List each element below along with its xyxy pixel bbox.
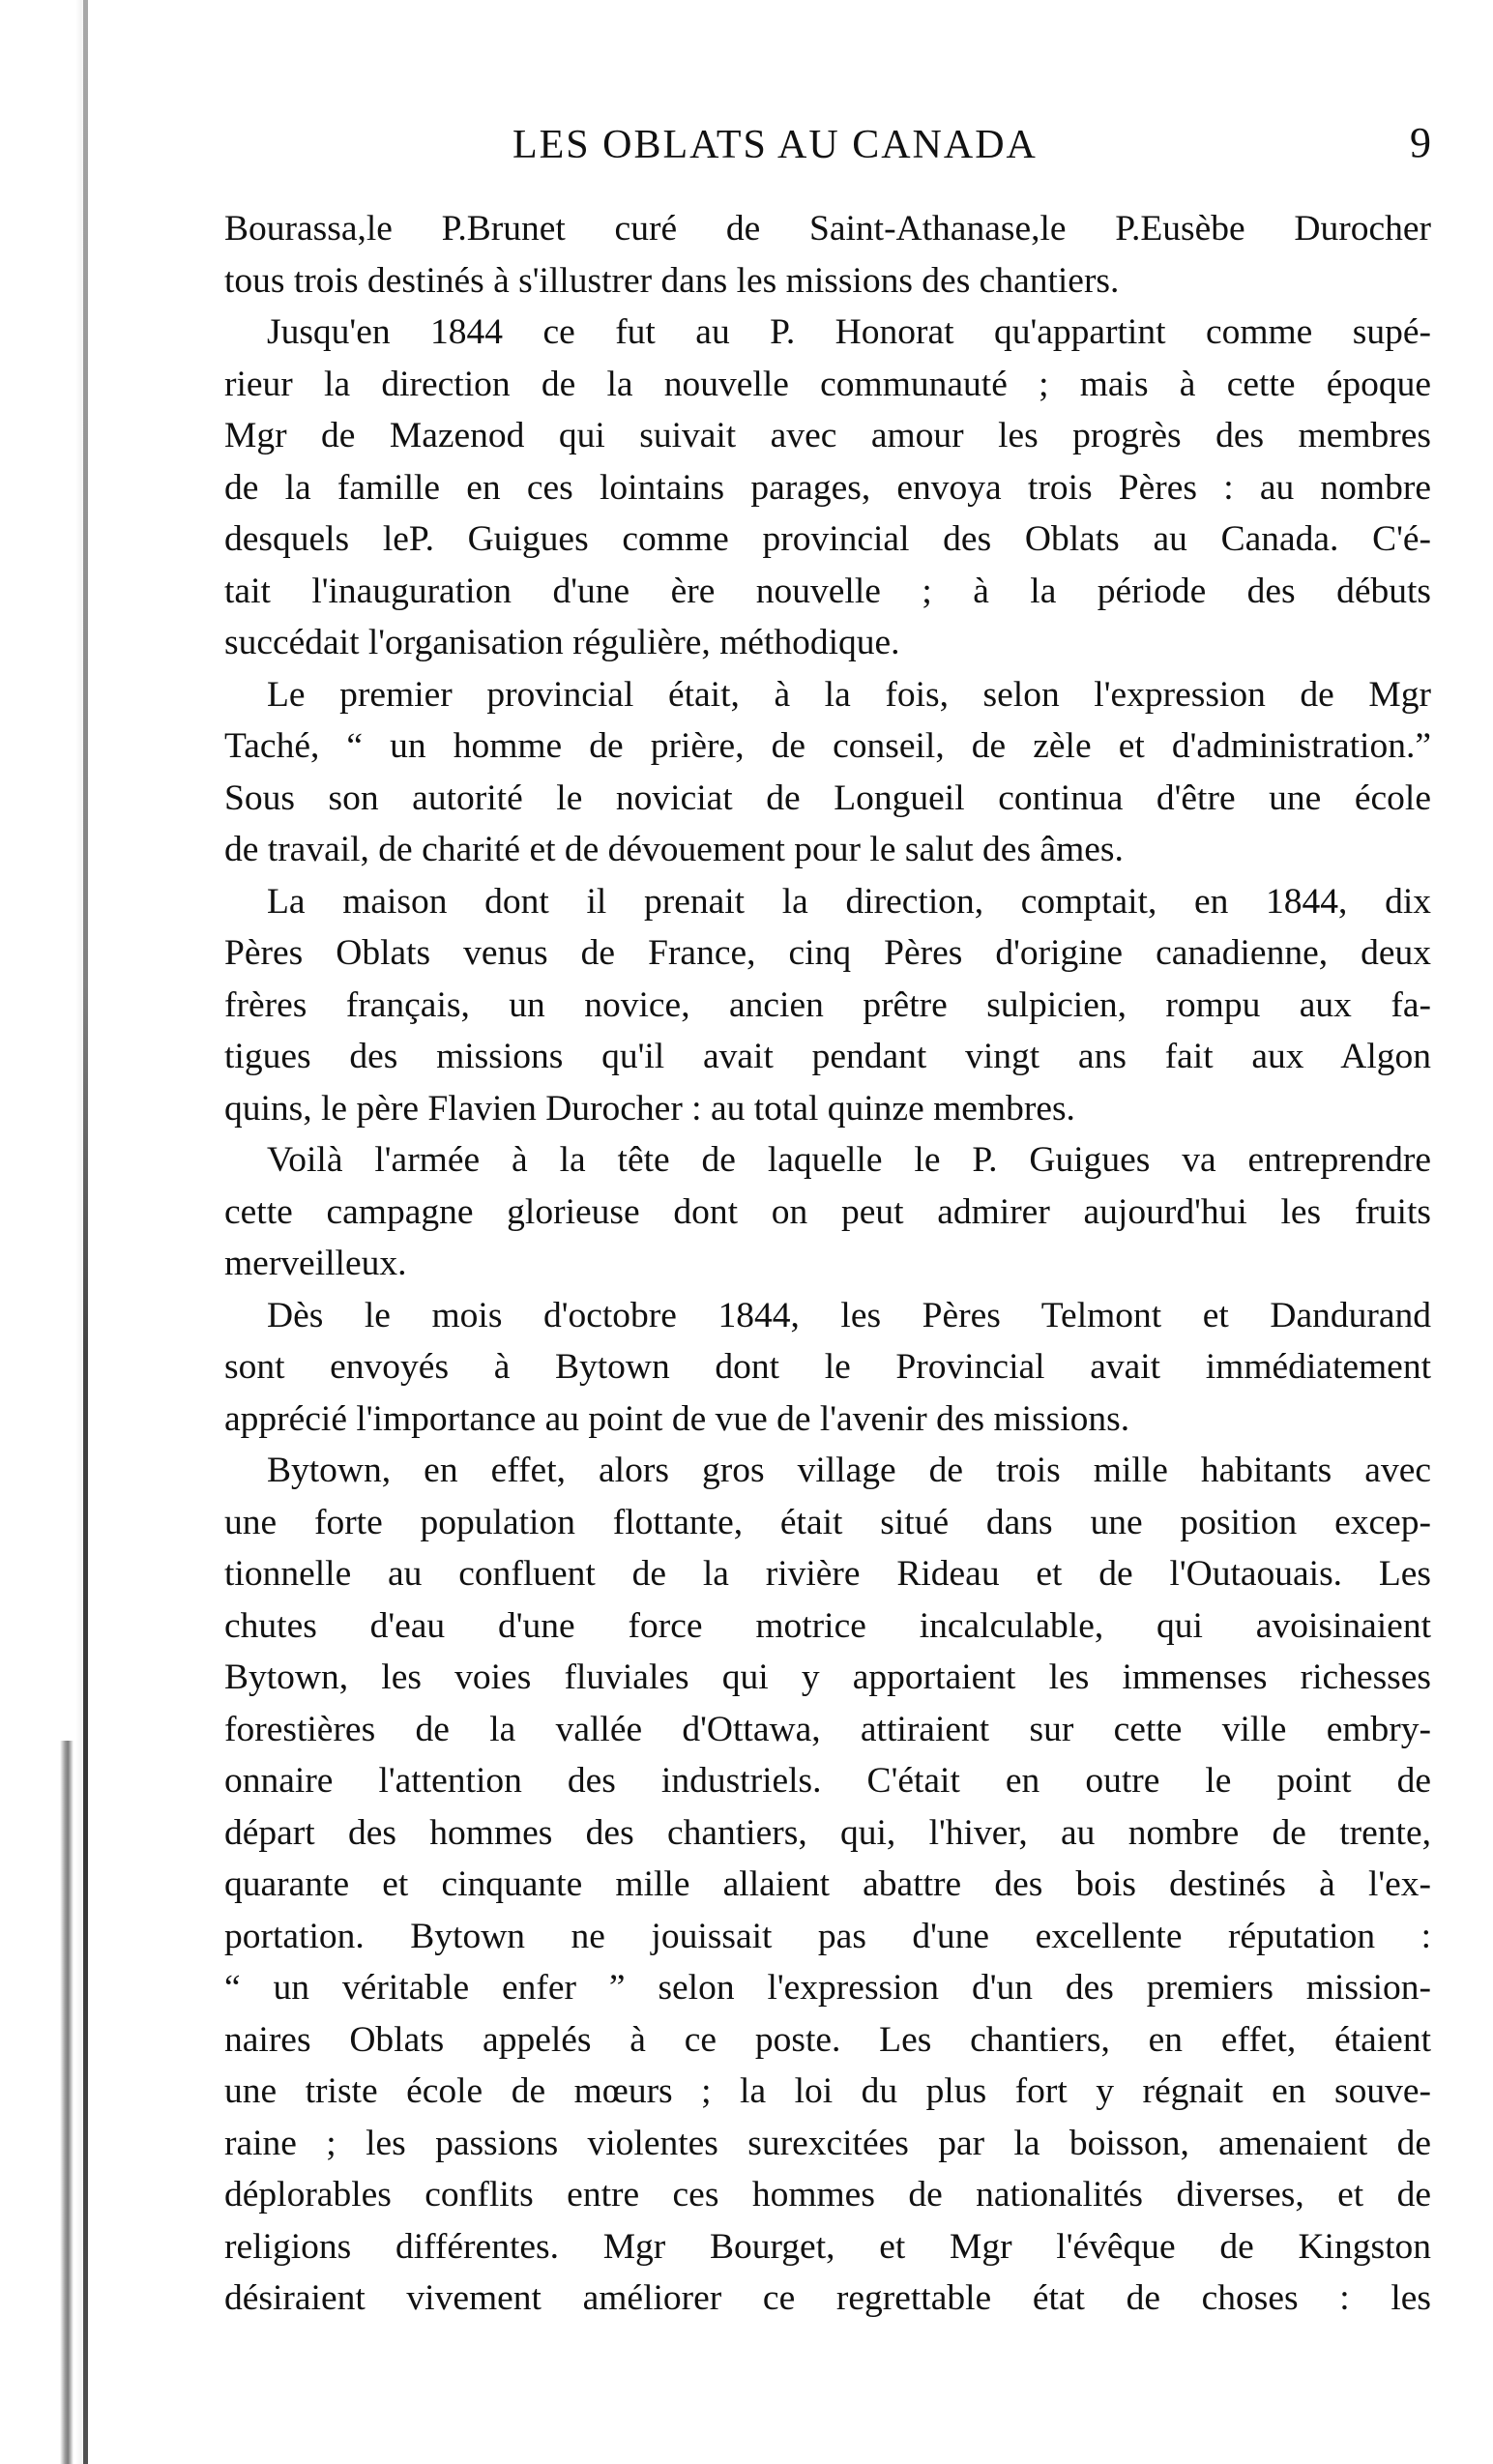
text-line: Taché, “ un homme de prière, de conseil, de zèle et d'administration.”	[224, 726, 1431, 766]
text-line: rieur la direction de la nouvelle communauté ; mais à cette époque	[224, 364, 1431, 404]
text-line: tigues des missions qu'il avait pendant vingt ans fait aux Algon	[224, 1037, 1431, 1076]
book-gutter	[0, 0, 106, 2464]
text-line: “ un véritable enfer ” selon l'expression d'un des premiers mission-	[224, 1968, 1431, 2008]
text-line: apprécié l'importance au point de vue de l'avenir des missions.	[224, 1398, 1130, 1439]
text-line: quarante et cinquante mille allaient abattre des bois destinés à l'ex-	[224, 1864, 1431, 1904]
binding-shadow-lower	[60, 1741, 73, 2464]
text-line: frères français, un novice, ancien prêtre sulpicien, rompu aux fa-	[224, 984, 1431, 1025]
text-line: chutes d'eau d'une force motrice incalculable, qui avoisinaient	[224, 1605, 1431, 1646]
text-line: Bourassa,le P.Brunet curé de Saint-Athanase,le P.Eusèbe Durocher	[224, 209, 1431, 249]
text-line: merveilleux.	[224, 1244, 407, 1283]
text-line: déplorables conflits entre ces hommes de nationalités diverses, et de	[224, 2175, 1431, 2215]
text-line: tait l'inauguration d'une ère nouvelle ; à la période des débuts	[224, 571, 1431, 611]
text-line: sont envoyés à Bytown dont le Provincial avait immédiatement	[224, 1347, 1431, 1387]
text-line: desquels leP. Guigues comme provincial des Oblats au Canada. C'é-	[224, 519, 1431, 559]
text-line: une forte population flottante, était situé dans une position excep-	[224, 1502, 1431, 1542]
page-number: 9	[1410, 119, 1431, 166]
text-line: désiraient vivement améliorer ce regrettable état de choses : les	[224, 2278, 1431, 2318]
text-line: Pères Oblats venus de France, cinq Pères d'origine canadienne, deux	[224, 933, 1431, 973]
text-line: de travail, de charité et de dévouement pour le salut des âmes.	[224, 830, 1124, 869]
text-line: Sous son autorité le noviciat de Longueil continua d'être une école	[224, 777, 1431, 818]
text-line: une triste école de mœurs ; la loi du plus fort y régnait en souve-	[224, 2071, 1431, 2111]
text-line: départ des hommes des chantiers, qui, l'hiver, au nombre de trente,	[224, 1812, 1431, 1853]
text-line: Bytown, en effet, alors gros village de trois mille habitants avec	[267, 1451, 1431, 1490]
text-line: cette campagne glorieuse dont on peut admirer aujourd'hui les fruits	[224, 1191, 1431, 1232]
text-line: de la famille en ces lointains parages, envoya trois Pères : au nombre	[224, 467, 1431, 508]
text-line: Jusqu'en 1844 ce fut au P. Honorat qu'appartint comme supé-	[267, 312, 1431, 352]
binding-shadow	[83, 0, 88, 2464]
page-header	[222, 114, 1431, 172]
text-line: quins, le père Flavien Durocher : au total quinze membres.	[224, 1088, 1075, 1129]
text-line: succédait l'organisation régulière, méthodique.	[224, 623, 900, 662]
text-line: Dès le mois d'octobre 1844, les Pères Telmont et Dandurand	[267, 1295, 1431, 1335]
text-line: Le premier provincial était, à la fois, selon l'expression de Mgr	[267, 674, 1431, 715]
running-title: LES OBLATS AU CANADA	[512, 123, 1038, 167]
text-line: tous trois destinés à s'illustrer dans les missions des chantiers.	[224, 260, 1120, 301]
text-line: naires Oblats appelés à ce poste. Les chantiers, en effet, étaient	[224, 2019, 1431, 2060]
text-line: La maison dont il prenait la direction, comptait, en 1844, dix	[267, 881, 1431, 922]
text-line: Bytown, les voies fluviales qui y apportaient les immenses richesses	[224, 1657, 1431, 1697]
text-line: forestières de la vallée d'Ottawa, attiraient sur cette ville embry-	[224, 1709, 1431, 1749]
page-body	[224, 203, 1431, 2325]
text-line: raine ; les passions violentes surexcitées par la boisson, amenaient de	[224, 2123, 1431, 2163]
text-line: tionnelle au confluent de la rivière Rideau et de l'Outaouais. Les	[224, 1554, 1431, 1594]
text-line: portation. Bytown ne jouissait pas d'une excellente réputation :	[224, 1916, 1431, 1956]
text-line: onnaire l'attention des industriels. C'était en outre le point de	[224, 1761, 1431, 1801]
text-line: Mgr de Mazenod qui suivait avec amour les progrès des membres	[224, 416, 1431, 455]
text-line: religions différentes. Mgr Bourget, et Mgr l'évêque de Kingston	[224, 2226, 1431, 2267]
text-line: Voilà l'armée à la tête de laquelle le P. Guigues va entreprendre	[267, 1140, 1431, 1180]
